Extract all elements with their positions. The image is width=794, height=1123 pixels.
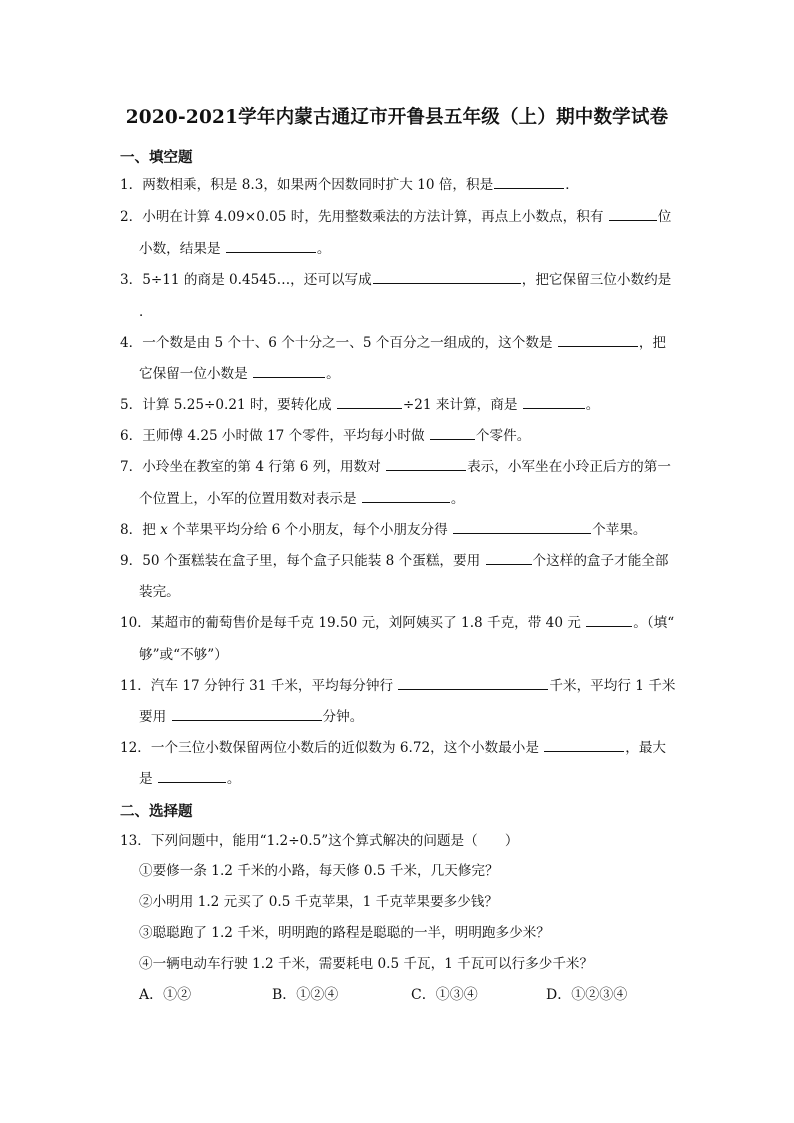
- question-text: 。（填“: [633, 615, 675, 631]
- question-10: [120, 613, 674, 633]
- question-text: 11．汽车 17 分钟行 31 千米，平均每分钟行: [120, 678, 398, 694]
- question-5: [120, 395, 599, 415]
- question-text: 10．某超市的葡萄售价是每千克 19.50 元，刘阿姨买了 1.8 千克，带 40 元: [120, 615, 586, 631]
- question-13: 13．下列问题中，能用“1.2÷0.5”这个算式解决的问题是（ ）: [120, 833, 519, 849]
- question-7-cont: [139, 489, 464, 509]
- answer-blank[interactable]: [398, 677, 548, 690]
- question-text: 够”或“不够”）: [139, 647, 228, 663]
- question-text: 分钟。: [322, 709, 364, 725]
- question-text: ．: [139, 304, 153, 320]
- question-text: 9．50 个蛋糕装在盒子里，每个盒子只能装 8 个蛋糕，要用: [120, 553, 485, 569]
- question-text: ，把: [638, 335, 667, 351]
- question-text: 位: [657, 209, 672, 225]
- question-8: [120, 520, 646, 540]
- question-text: ，把它保留三位小数约是: [521, 272, 672, 288]
- question-text: 个苹果平均分给 6 个小朋友，每个小朋友分得: [167, 522, 453, 538]
- question-12: [120, 738, 666, 758]
- question-10-cont: [139, 645, 228, 665]
- question-2: [120, 207, 671, 227]
- question-text: 2．小明在计算 4.09×0.05 时，先用整数乘法的方法计算，再点上小数点，积有: [120, 209, 608, 225]
- answer-blank[interactable]: [486, 552, 532, 565]
- answer-blank[interactable]: [544, 739, 624, 752]
- answer-blank[interactable]: [453, 521, 591, 534]
- q13-statement-1: ①要修一条 1.2 千米的小路，每天修 0.5 千米，几天修完？: [139, 863, 499, 879]
- answer-blank[interactable]: [373, 271, 521, 284]
- question-text: 是: [139, 771, 157, 787]
- answer-blank[interactable]: [226, 240, 316, 253]
- question-text: 。: [226, 771, 241, 787]
- option-a[interactable]: A．①②: [139, 987, 192, 1003]
- question-text: 千米，平均行 1 千米: [549, 678, 676, 694]
- question-text: 12．一个三位小数保留两位小数后的近似数为 6.72，这个小数最小是: [120, 740, 544, 756]
- question-12-cont: [139, 769, 241, 789]
- question-text: 。: [326, 366, 340, 382]
- answer-blank[interactable]: [253, 365, 325, 378]
- answer-blank[interactable]: [172, 708, 322, 721]
- question-text: 要用: [139, 709, 171, 725]
- question-text: 1．两数相乘，积是 8.3，如果两个因数同时扩大 10 倍，积是: [120, 177, 494, 193]
- option-c[interactable]: C．①③④: [411, 987, 478, 1003]
- question-4-cont: [139, 364, 340, 384]
- question-3-cont: [139, 302, 153, 322]
- question-text: 5．计算 5.25÷0.21 时，要转化成: [120, 397, 336, 413]
- question-3: [120, 270, 671, 290]
- section-choice-heading: 二、选择题: [120, 803, 193, 820]
- answer-blank[interactable]: [586, 614, 632, 627]
- answer-blank[interactable]: [158, 770, 226, 783]
- question-text: 。: [450, 491, 465, 507]
- section-fill-in-heading: 一、填空题: [120, 149, 193, 166]
- question-text: 个位置上，小军的位置用数对表示是: [139, 491, 361, 507]
- answer-blank[interactable]: [523, 396, 585, 409]
- variable-x: x: [160, 522, 168, 538]
- q13-statement-3: ③聪聪跑了 1.2 千米，明明跑的路程是聪聪的一半，明明跑多少米？: [139, 925, 550, 941]
- question-2-cont: [139, 239, 330, 259]
- answer-blank[interactable]: [337, 396, 402, 409]
- exam-title: 2020-2021学年内蒙古通辽市开鲁县五年级（上）期中数学试卷: [125, 107, 669, 128]
- question-text: 小数，结果是: [139, 241, 225, 257]
- answer-blank[interactable]: [494, 176, 564, 189]
- question-text: 个零件。: [475, 428, 531, 444]
- q13-statement-2: ②小明用 1.2 元买了 0.5 千克苹果，1 千克苹果要多少钱？: [139, 894, 498, 910]
- question-4: [120, 333, 666, 353]
- question-9-cont: [139, 582, 180, 602]
- question-11-cont: [139, 707, 363, 727]
- question-text: 6．王师傅 4.25 小时做 17 个零件，平均每小时做: [120, 428, 429, 444]
- q13-statement-4: ④一辆电动车行驶 1.2 千米，需要耗电 0.5 千瓦，1 千瓦可以行多少千米？: [139, 956, 594, 972]
- question-6: [120, 426, 530, 446]
- question-text: 个这样的盒子才能全部: [532, 553, 669, 569]
- question-text: 。: [585, 397, 600, 413]
- option-b[interactable]: B．①②④: [272, 987, 339, 1003]
- answer-blank[interactable]: [609, 208, 657, 221]
- question-text: 4．一个数是由 5 个十、6 个十分之一、5 个百分之一组成的，这个数是: [120, 335, 557, 351]
- question-text: 它保留一位小数是: [139, 366, 253, 382]
- question-7: [120, 457, 671, 477]
- question-text: ．: [565, 177, 579, 193]
- question-text: 表示，小军坐在小玲正后方的第一: [467, 459, 671, 475]
- question-11: [120, 676, 675, 696]
- question-text: 7．小玲坐在教室的第 4 行第 6 列，用数对: [120, 459, 386, 475]
- question-9: [120, 551, 668, 571]
- question-text: ÷21 来计算，商是: [402, 397, 522, 413]
- question-text: ，最大: [625, 740, 667, 756]
- answer-blank[interactable]: [430, 427, 475, 440]
- question-text: 8．把: [120, 522, 161, 538]
- question-text: 。: [316, 241, 331, 257]
- question-text: 3．5÷11 的商是 0.4545…，还可以写成: [120, 272, 372, 288]
- question-1: [120, 175, 579, 195]
- option-d[interactable]: D．①②③④: [546, 987, 628, 1003]
- answer-blank[interactable]: [558, 334, 638, 347]
- question-text: 个苹果。: [592, 522, 647, 538]
- answer-blank[interactable]: [362, 490, 450, 503]
- question-text: 装完。: [139, 584, 180, 600]
- answer-blank[interactable]: [386, 458, 466, 471]
